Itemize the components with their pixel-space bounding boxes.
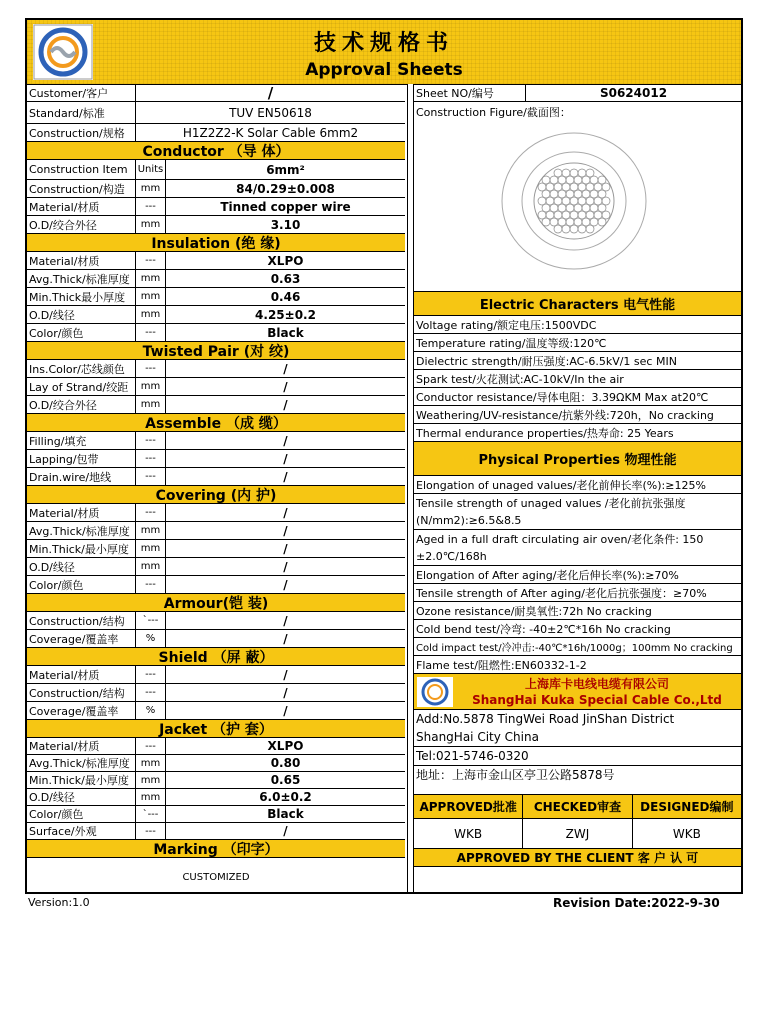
row-value: / xyxy=(267,83,274,102)
row-value: / xyxy=(283,505,288,520)
strand-wire xyxy=(562,225,570,233)
row-label: Min.Thick/最小厚度 xyxy=(27,772,136,788)
row-unit: --- xyxy=(136,468,166,485)
strand-wire xyxy=(550,190,558,198)
section-physical: Physical Properties 物理性能 xyxy=(414,442,741,476)
property-row: Thermal endurance properties/热寿命: 25 Years xyxy=(414,424,741,442)
row-label: O.D/线径 xyxy=(27,789,136,805)
section-marking: Marking （印字） xyxy=(27,840,405,858)
strand-wire xyxy=(538,183,546,191)
row-value: H1Z2Z2-K Solar Cable 6mm2 xyxy=(182,125,359,140)
row-unit: --- xyxy=(136,576,166,593)
strand-wire xyxy=(578,211,586,219)
strand-wire xyxy=(554,169,562,177)
sheet-no-label: Sheet NO/编号 xyxy=(414,84,526,101)
row-label: O.D/线径 xyxy=(27,558,136,575)
designed-label: DESIGNED编制 xyxy=(640,800,734,814)
spec-row xyxy=(27,252,405,270)
row-value: 0.46 xyxy=(270,289,301,304)
company-address: Add:No.5878 TingWei Road JinShan District xyxy=(416,712,675,726)
sheet-no-row xyxy=(414,84,741,102)
spec-row xyxy=(27,180,405,198)
strand-wire xyxy=(570,197,578,205)
strand-wire xyxy=(538,197,546,205)
spec-row xyxy=(27,504,405,522)
strand-wire xyxy=(574,190,582,198)
strand-wire xyxy=(558,204,566,212)
strand-wire xyxy=(582,204,590,212)
property-row: Elongation of After aging/老化后伸长率(%):≥70% xyxy=(414,566,741,584)
row-unit: --- xyxy=(136,360,166,377)
row-unit: `--- xyxy=(136,806,166,822)
strand-wire xyxy=(542,218,550,226)
approval-sheet xyxy=(25,18,743,894)
property-row: Weathering/UV-resistance/抗紫外线:720h，No cracking xyxy=(414,406,741,424)
company-address-block xyxy=(414,710,741,795)
strand-wire xyxy=(602,183,610,191)
row-unit: % xyxy=(136,630,166,647)
property-row: (N/mm2):≥6.5&8.5 xyxy=(414,512,741,530)
spec-row xyxy=(27,576,405,594)
column-divider xyxy=(407,84,414,892)
customer-row xyxy=(27,84,405,102)
row-value: 0.63 xyxy=(270,271,301,286)
row-unit: --- xyxy=(136,504,166,521)
strand-wire xyxy=(554,211,562,219)
strand-wire xyxy=(566,190,574,198)
row-value: / xyxy=(283,703,288,718)
row-value: / xyxy=(283,824,288,838)
row-unit: --- xyxy=(136,823,166,839)
strand-wire xyxy=(570,169,578,177)
row-value: 4.25±0.2 xyxy=(255,307,316,322)
spec-row xyxy=(27,522,405,540)
spec-row xyxy=(27,360,405,378)
row-label: Coverage/覆盖率 xyxy=(27,630,136,647)
row-label: Drain.wire/地线 xyxy=(27,468,136,485)
row-label: Avg.Thick/标准厚度 xyxy=(27,522,136,539)
strand-wire xyxy=(550,218,558,226)
row-unit: mm xyxy=(136,789,166,805)
strand-wire xyxy=(590,176,598,184)
strand-wire xyxy=(558,218,566,226)
strand-wire xyxy=(590,204,598,212)
property-row: Flame test/阻燃性:EN60332-1-2 xyxy=(414,656,741,674)
row-unit: --- xyxy=(136,738,166,754)
strand-wire xyxy=(574,176,582,184)
company-address-cn: 地址：上海市金山区亭卫公路5878号 xyxy=(416,768,615,782)
strand-wire xyxy=(562,197,570,205)
row-unit: mm xyxy=(136,378,166,395)
row-label: Material/材质 xyxy=(27,252,136,269)
strand-wire xyxy=(586,197,594,205)
spec-row xyxy=(27,306,405,324)
property-row: Spark test/火花测试:AC-10kV/In the air xyxy=(414,370,741,388)
strand-wire xyxy=(598,218,606,226)
row-unit: `--- xyxy=(136,612,166,629)
row-value: / xyxy=(283,361,288,376)
row-value: / xyxy=(283,397,288,412)
spec-row xyxy=(27,324,405,342)
row-value: / xyxy=(283,469,288,484)
strand-wire xyxy=(598,190,606,198)
spec-row xyxy=(27,666,405,684)
row-unit: --- xyxy=(136,450,166,467)
row-label: Filling/填充 xyxy=(27,432,136,449)
property-row: Dielectric strength/耐压强度:AC-6.5kV/1 sec MIN xyxy=(414,352,741,370)
strand-wire xyxy=(542,176,550,184)
title-english: Approval Sheets xyxy=(305,60,463,80)
strand-wire xyxy=(602,197,610,205)
strand-wire xyxy=(578,197,586,205)
signoff-values xyxy=(414,819,741,849)
row-value: / xyxy=(283,451,288,466)
section-shield: Shield （屏 蔽） xyxy=(27,648,405,666)
spec-row xyxy=(27,288,405,306)
approved-value: WKB xyxy=(414,819,523,848)
row-value: XLPO xyxy=(267,739,304,753)
strand-wire xyxy=(570,183,578,191)
strand-wire xyxy=(582,176,590,184)
construction-figure xyxy=(414,102,741,292)
property-row: Aged in a full draft circulating air oven/老化条件: 150 xyxy=(416,533,704,546)
row-unit: --- xyxy=(136,324,166,341)
section-electric: Electric Characters 电气性能 xyxy=(414,292,741,316)
row-value: TUV EN50618 xyxy=(229,105,312,120)
row-label: O.D/线径 xyxy=(27,306,136,323)
strand-wire xyxy=(566,218,574,226)
strand-wire xyxy=(554,183,562,191)
section-armour: Armour(铠 装) xyxy=(27,594,405,612)
row-label: Color/颜色 xyxy=(27,806,136,822)
strand-wire xyxy=(586,169,594,177)
row-unit: --- xyxy=(136,666,166,683)
row-unit: --- xyxy=(136,684,166,701)
property-row: Tensile strength of After aging/老化后抗张强度：≥70% xyxy=(414,584,741,602)
spec-row xyxy=(27,684,405,702)
strand-wire xyxy=(594,211,602,219)
standard-row xyxy=(27,102,405,124)
row-unit: --- xyxy=(136,198,166,215)
company-tel: Tel:021-5746-0320 xyxy=(414,747,741,766)
row-value: Black xyxy=(267,325,304,340)
row-label: Construction Item xyxy=(27,160,136,179)
strand-wire xyxy=(574,204,582,212)
spec-row xyxy=(27,160,405,180)
row-label: Lay of Strand/绞距 xyxy=(27,378,136,395)
spec-row xyxy=(27,432,405,450)
section-insulation: Insulation (绝 缘) xyxy=(27,234,405,252)
row-label: Lapping/包带 xyxy=(27,450,136,467)
row-label: Min.Thick/最小厚度 xyxy=(27,540,136,557)
strand-wire xyxy=(602,211,610,219)
company-name xyxy=(453,676,741,708)
figure-label: Construction Figure/截面图： xyxy=(416,106,571,119)
row-unit: mm xyxy=(136,522,166,539)
row-label: Color/颜色 xyxy=(27,324,136,341)
designed-value: WKB xyxy=(672,826,701,841)
row-unit: --- xyxy=(136,252,166,269)
company-logo-small xyxy=(417,677,453,707)
strand-wire xyxy=(586,183,594,191)
strand-wire xyxy=(558,190,566,198)
marking-value: CUSTOMIZED xyxy=(182,871,250,883)
row-value: XLPO xyxy=(267,253,304,268)
company-name-cn: 上海库卡电线电缆有限公司 xyxy=(524,676,669,691)
spec-row xyxy=(27,823,405,840)
strand-wire xyxy=(582,190,590,198)
row-value: / xyxy=(283,667,288,682)
company-banner xyxy=(414,674,741,710)
spec-row xyxy=(27,755,405,772)
row-value: / xyxy=(283,577,288,592)
client-approval-header: APPROVED BY THE CLIENT 客 户 认 可 xyxy=(414,849,741,867)
spec-row xyxy=(27,270,405,288)
spec-row xyxy=(27,630,405,648)
row-value: / xyxy=(283,631,288,646)
strand-wire xyxy=(538,211,546,219)
spec-row xyxy=(27,789,405,806)
spec-row xyxy=(27,216,405,234)
row-label: O.D/绞合外径 xyxy=(27,396,136,413)
row-label: Avg.Thick/标准厚度 xyxy=(27,755,136,771)
row-unit: mm xyxy=(136,270,166,287)
row-unit: mm xyxy=(136,288,166,305)
strand-wire xyxy=(558,176,566,184)
strand-wire xyxy=(590,218,598,226)
strand-wire xyxy=(586,225,594,233)
row-label: Customer/客户 xyxy=(27,84,136,101)
property-row: Ozone resistance/耐臭氧性:72h No cracking xyxy=(414,602,741,620)
row-value: 6mm² xyxy=(266,162,305,177)
strand-wire xyxy=(566,204,574,212)
strand-wire xyxy=(594,197,602,205)
row-value: / xyxy=(283,613,288,628)
section-assemble: Assemble （成 缆） xyxy=(27,414,405,432)
spec-row xyxy=(27,378,405,396)
strand-wire xyxy=(582,218,590,226)
property-row: Conductor resistance/导体电阻：3.39ΩKM Max at20℃ xyxy=(414,388,741,406)
strand-wire xyxy=(578,225,586,233)
spec-row xyxy=(27,558,405,576)
property-row: Cold bend test/冷弯: -40±2℃*16h No cracking xyxy=(414,620,741,638)
strand-wire xyxy=(562,211,570,219)
checked-value: ZWJ xyxy=(523,819,632,848)
row-value: / xyxy=(283,685,288,700)
row-unit: mm xyxy=(136,396,166,413)
row-value: 6.0±0.2 xyxy=(259,790,312,804)
spec-row xyxy=(27,702,405,720)
company-city: ShangHai City China xyxy=(414,728,741,747)
company-name-en: ShangHai Kuka Special Cable Co.,Ltd xyxy=(472,692,722,707)
property-row: Voltage rating/额定电压:1500VDC xyxy=(414,316,741,334)
strand-wire xyxy=(570,211,578,219)
row-value: / xyxy=(283,559,288,574)
row-label: Ins.Color/芯线颜色 xyxy=(27,360,136,377)
row-value: / xyxy=(283,541,288,556)
strand-wire xyxy=(570,225,578,233)
row-unit: mm xyxy=(136,540,166,557)
row-value: 0.65 xyxy=(270,773,301,787)
row-label: Min.Thick最小厚度 xyxy=(27,288,136,305)
strand-wire xyxy=(546,197,554,205)
row-unit: mm xyxy=(136,772,166,788)
section-covering: Covering (内 护) xyxy=(27,486,405,504)
approved-label: APPROVED批准 xyxy=(414,795,523,818)
row-unit: % xyxy=(136,702,166,719)
row-label: Color/颜色 xyxy=(27,576,136,593)
row-label: Surface/外观 xyxy=(27,823,136,839)
row-label: Construction/结构 xyxy=(27,612,136,629)
row-unit: --- xyxy=(136,432,166,449)
strand-wire xyxy=(594,183,602,191)
row-label: Construction/构造 xyxy=(27,180,136,197)
strand-wire xyxy=(554,225,562,233)
row-label: Standard/标准 xyxy=(27,102,136,123)
logo-icon xyxy=(417,677,453,707)
spec-row xyxy=(27,540,405,558)
strand-wire xyxy=(598,204,606,212)
title-chinese: 技术规格书 xyxy=(313,31,454,56)
strand-wire xyxy=(550,176,558,184)
spec-row xyxy=(27,612,405,630)
row-label: Material/材质 xyxy=(27,666,136,683)
row-label: Construction/结构 xyxy=(27,684,136,701)
property-row: Elongation of unaged values/老化前伸长率(%):≥125% xyxy=(414,476,741,494)
spec-row xyxy=(27,396,405,414)
property-row: ±2.0℃/168h xyxy=(414,548,741,566)
row-unit: mm xyxy=(136,306,166,323)
strand-wire xyxy=(578,169,586,177)
cable-cross-section xyxy=(494,126,654,276)
row-value: Tinned copper wire xyxy=(220,199,351,214)
row-unit: mm xyxy=(136,558,166,575)
sheet-no-value: S0624012 xyxy=(599,85,668,100)
row-value: / xyxy=(283,433,288,448)
spec-row xyxy=(27,772,405,789)
strand-wire xyxy=(574,218,582,226)
right-column xyxy=(414,84,741,907)
row-value: 0.80 xyxy=(270,756,301,770)
row-value: / xyxy=(283,523,288,538)
strand-wire xyxy=(562,169,570,177)
strand-wire xyxy=(578,183,586,191)
property-row: Temperature rating/温度等级:120℃ xyxy=(414,334,741,352)
row-value: 84/0.29±0.008 xyxy=(236,181,335,196)
strand-wire xyxy=(590,190,598,198)
header xyxy=(27,20,741,85)
row-label: O.D/绞合外径 xyxy=(27,216,136,233)
row-value: 3.10 xyxy=(270,217,301,232)
strand-wire xyxy=(542,190,550,198)
spec-row xyxy=(27,806,405,823)
row-label: Material/材质 xyxy=(27,198,136,215)
row-label: Material/材质 xyxy=(27,738,136,754)
row-label: Material/材质 xyxy=(27,504,136,521)
strand-wire xyxy=(562,183,570,191)
row-label: Construction/规格 xyxy=(27,124,136,141)
signoff-header xyxy=(414,795,741,819)
strand-wire xyxy=(546,211,554,219)
row-unit: mm xyxy=(136,180,166,197)
row-unit: Units xyxy=(136,160,166,179)
strand-wire xyxy=(542,204,550,212)
checked-label: CHECKED审查 xyxy=(523,795,632,818)
row-unit: mm xyxy=(136,216,166,233)
row-label: Coverage/覆盖率 xyxy=(27,702,136,719)
row-value: / xyxy=(283,379,288,394)
spec-row xyxy=(27,198,405,216)
strand-wire xyxy=(546,183,554,191)
left-column xyxy=(27,84,405,896)
row-label: Avg.Thick/标准厚度 xyxy=(27,270,136,287)
revision-date: Revision Date:2022-9-30 xyxy=(553,896,720,910)
construction-row xyxy=(27,124,405,142)
strand-wire xyxy=(566,176,574,184)
row-unit: mm xyxy=(136,755,166,771)
strand-wire xyxy=(598,176,606,184)
section-conductor: Conductor （导 体） xyxy=(27,142,405,160)
spec-row xyxy=(27,468,405,486)
section-jacket: Jacket （护 套） xyxy=(27,720,405,738)
spec-row xyxy=(27,450,405,468)
property-row: Cold impact test/冷冲击:-40℃*16h/1000g；100mm No cracking xyxy=(414,638,741,656)
strand-wire xyxy=(550,204,558,212)
section-twisted-pair: Twisted Pair (对 绞) xyxy=(27,342,405,360)
row-value: Black xyxy=(267,807,304,821)
strand-wire xyxy=(554,197,562,205)
strand-wire xyxy=(586,211,594,219)
version-text: Version:1.0 xyxy=(28,896,90,909)
spec-row xyxy=(27,738,405,755)
property-row: Tensile strength of unaged values /老化前抗张强度 xyxy=(416,497,686,510)
